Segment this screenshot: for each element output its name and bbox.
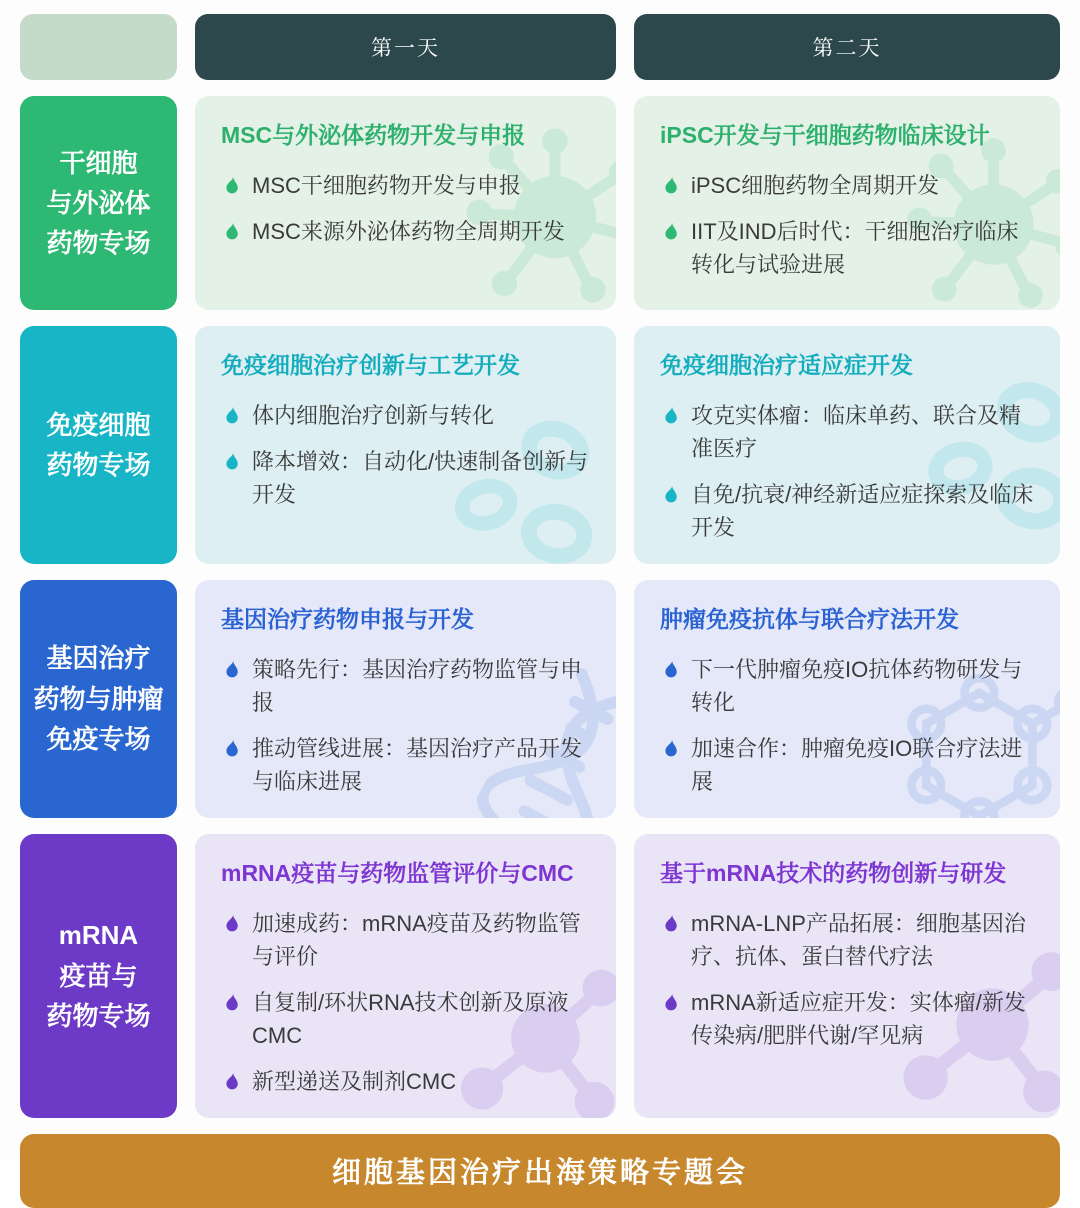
session-topic [660, 986, 1034, 1052]
droplet-icon [221, 913, 241, 933]
track-label-line: 基因治疗 [46, 643, 151, 674]
droplet-icon [660, 175, 680, 195]
topic-text: 推动管线进展：基因治疗产品开发与临床进展 [252, 735, 583, 794]
session-title: 基于mRNA技术的药物创新与研发 [660, 859, 1007, 886]
day2-header-label: 第二天 [812, 37, 882, 60]
session-topic [221, 907, 590, 973]
session-topic [660, 653, 1034, 719]
corner-cell [20, 14, 177, 80]
track-label-stem-cell-exosome [20, 96, 177, 310]
droplet-icon [660, 659, 680, 679]
topic-text: 新型递送及制剂CMC [252, 1068, 457, 1094]
droplet-icon [660, 221, 680, 241]
session-topic [660, 732, 1034, 798]
track-label-line: 免疫专场 [46, 723, 151, 754]
session-topic [221, 1065, 590, 1098]
gene-therapy-day1-cell [195, 580, 616, 818]
droplet-icon [221, 659, 241, 679]
special-session-banner-label: 细胞基因治疗出海策略专题会 [331, 1157, 748, 1190]
stem-cell-day1-cell [195, 96, 616, 310]
session-topic [221, 732, 590, 798]
track-label-line: 干细胞 [59, 147, 138, 178]
session-topic [660, 169, 1034, 202]
topic-text: MSC来源外泌体药物全周期开发 [252, 218, 565, 244]
session-topic [221, 445, 590, 511]
droplet-icon [221, 451, 241, 471]
session-title: 免疫细胞治疗适应症开发 [660, 352, 913, 378]
droplet-icon [660, 405, 680, 425]
gene-therapy-day2-cell [634, 580, 1060, 818]
mrna-day2-cell [634, 834, 1060, 1118]
topic-text: 下一代肿瘤免疫IO抗体药物研发与转化 [691, 656, 1023, 715]
session-title: iPSC开发与干细胞药物临床设计 [660, 122, 990, 148]
track-label-line: 药物与肿瘤 [33, 683, 164, 714]
immune-cell-day1-cell [195, 326, 616, 564]
topic-text: 降本增效：自动化/快速制备创新与开发 [252, 448, 589, 507]
session-title: 肿瘤免疫抗体与联合疗法开发 [660, 605, 959, 632]
droplet-icon [660, 738, 680, 758]
topic-text: MSC干细胞药物开发与申报 [252, 172, 521, 198]
topic-text: 自免/抗衰/神经新适应症探索及临床开发 [691, 481, 1034, 540]
topic-text: 策略先行：基因治疗药物监管与申报 [252, 656, 583, 715]
track-label-line: 药物专场 [46, 228, 151, 259]
session-title: 基因治疗药物申报与开发 [221, 605, 474, 632]
topic-text: 体内细胞治疗创新与转化 [252, 402, 495, 428]
session-topic [221, 986, 590, 1052]
droplet-icon [660, 484, 680, 504]
session-topic [221, 653, 590, 719]
track-label-immune-cell [20, 326, 177, 564]
droplet-icon [221, 992, 241, 1012]
track-label-gene-therapy [20, 580, 177, 818]
topic-text: 加速成药：mRNA疫苗及药物监管与评价 [252, 910, 581, 969]
track-label-line: 免疫细胞 [46, 409, 151, 440]
track-label-line: 与外泌体 [46, 187, 151, 218]
session-topic [221, 215, 590, 248]
session-title: mRNA疫苗与药物监管评价与CMC [221, 859, 574, 886]
session-topic [660, 907, 1034, 973]
droplet-icon [660, 913, 680, 933]
droplet-icon [221, 175, 241, 195]
droplet-icon [221, 738, 241, 758]
droplet-icon [221, 221, 241, 241]
session-topic [221, 169, 590, 202]
session-topic [660, 215, 1034, 281]
topic-text: 自复制/环状RNA技术创新及原液CMC [252, 989, 569, 1048]
topic-text: mRNA-LNP产品拓展：细胞基因治疗、抗体、蛋白替代疗法 [691, 910, 1026, 969]
topic-text: 攻克实体瘤：临床单药、联合及精准医疗 [691, 402, 1022, 461]
agenda-grid [20, 14, 1060, 1118]
mrna-day1-cell [195, 834, 616, 1118]
droplet-icon [221, 1071, 241, 1091]
special-session-banner [20, 1134, 1060, 1208]
topic-text: IIT及IND后时代：干细胞治疗临床转化与试验进展 [691, 218, 1019, 277]
session-title: MSC与外泌体药物开发与申报 [221, 122, 526, 148]
session-topic [660, 478, 1034, 544]
day2-header [634, 14, 1060, 80]
track-label-line: 药物专场 [46, 449, 151, 480]
day1-header-label: 第一天 [371, 37, 440, 60]
droplet-icon [660, 992, 680, 1012]
track-label-line: 药物专场 [46, 1000, 151, 1031]
stem-cell-day2-cell [634, 96, 1060, 310]
track-label-mrna [20, 834, 177, 1118]
droplet-icon [221, 405, 241, 425]
topic-text: iPSC细胞药物全周期开发 [691, 172, 940, 198]
day1-header [195, 14, 616, 80]
session-topic [221, 399, 590, 432]
topic-text: 加速合作：肿瘤免疫IO联合疗法进展 [691, 735, 1023, 794]
track-label-line: 疫苗与 [59, 960, 138, 991]
immune-cell-day2-cell [634, 326, 1060, 564]
session-title: 免疫细胞治疗创新与工艺开发 [221, 352, 520, 378]
session-topic [660, 399, 1034, 465]
topic-text: mRNA新适应症开发：实体瘤/新发传染病/肥胖代谢/罕见病 [691, 989, 1026, 1048]
track-label-line: mRNA [58, 920, 139, 951]
